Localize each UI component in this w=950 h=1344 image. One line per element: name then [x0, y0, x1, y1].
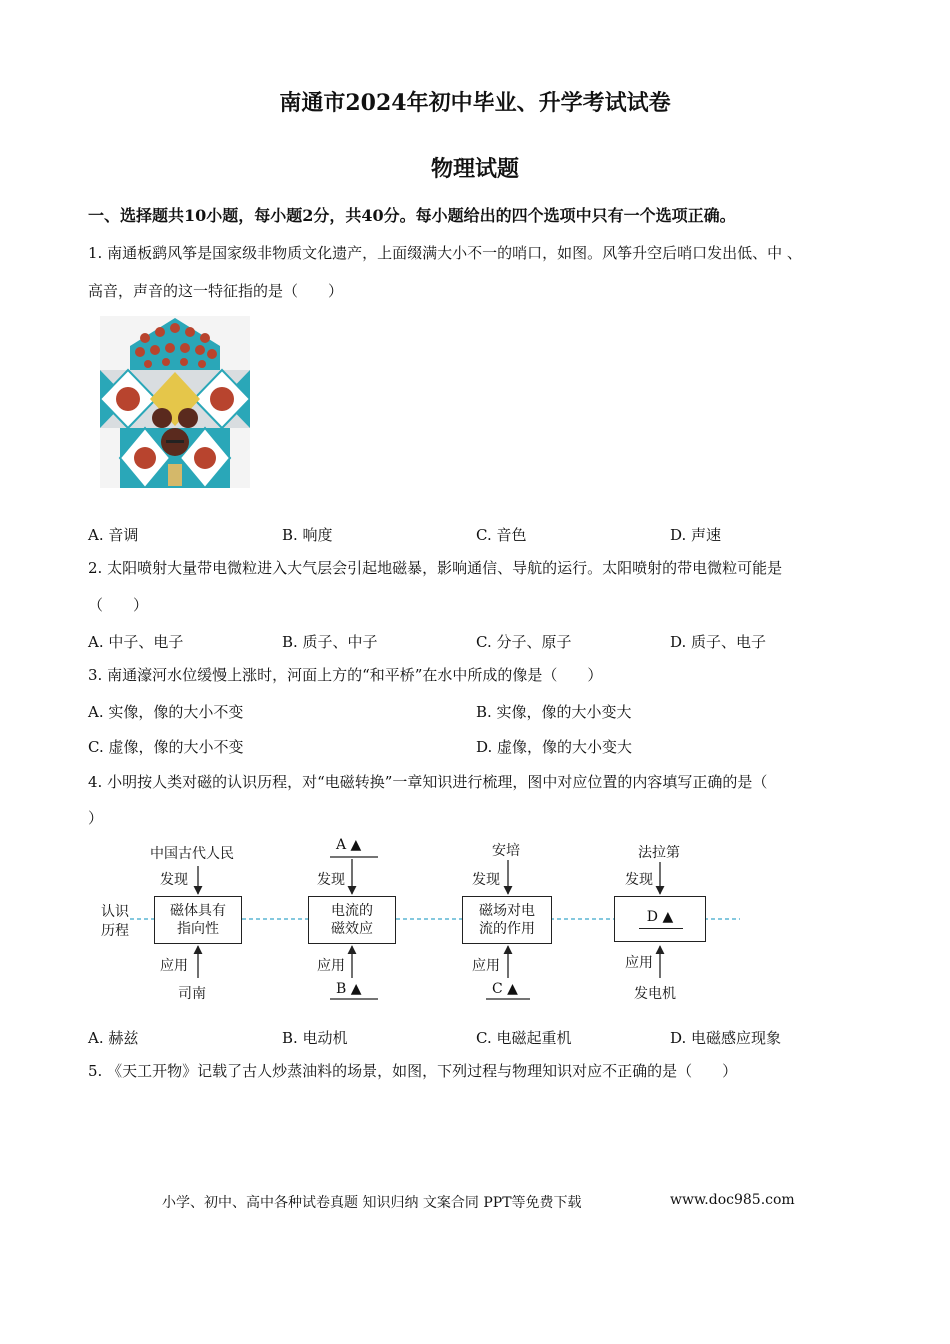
node1-box	[154, 896, 242, 944]
node3-box-line1: 磁场对电	[479, 903, 535, 919]
footer-link[interactable]: www.doc985.com	[670, 1192, 795, 1208]
q1-option-c: C. 音色	[476, 526, 527, 544]
node2-top-verb: 发现	[317, 872, 345, 888]
diagram-axis-label-1: 认识	[101, 904, 129, 920]
node1-top-verb: 发现	[160, 872, 188, 888]
node4-bottom-verb: 应用	[625, 955, 653, 971]
node2-bottom-verb: 应用	[317, 958, 345, 974]
node2-box-line2: 磁效应	[331, 921, 373, 937]
node4-top-label: 法拉第	[638, 845, 680, 861]
q1-option-b: B. 响度	[282, 526, 333, 544]
q3-option-d: D. 虚像，像的大小变大	[476, 738, 633, 756]
node4-top-verb: 发现	[625, 872, 653, 888]
q3-option-c: C. 虚像，像的大小不变	[88, 738, 244, 756]
node4-box	[614, 896, 706, 942]
q2-stem-line2: （ ）	[88, 596, 149, 614]
node1-box-line2: 指向性	[177, 921, 219, 937]
q1-stem-line1: 1. 南通板鹞风筝是国家级非物质文化遗产，上面缀满大小不一的哨口，如图。风筝升空后哨口发出低、中 、	[88, 244, 802, 262]
node3-box-line2: 流的作用	[479, 921, 535, 937]
node1-top-label: 中国古代人民	[150, 846, 234, 862]
section-heading: 一、选择题共10小题，每小题2分，共40分。每小题给出的四个选项中只有一个选项正确。	[88, 206, 736, 225]
q1-option-a: A. 音调	[88, 526, 139, 544]
node2-bottom-label: B ▲	[336, 981, 362, 997]
q2-option-d: D. 质子、电子	[670, 633, 767, 651]
q2-option-c: C. 分子、原子	[476, 633, 572, 651]
q3-stem: 3. 南通濠河水位缓慢上涨时，河面上方的“和平桥”在水中所成的像是（ ）	[88, 666, 603, 684]
q4-option-d: D. 电磁感应现象	[670, 1029, 782, 1047]
node4-answer-line	[639, 928, 683, 929]
q4-stem-line1: 4. 小明按人类对磁的认识历程，对“电磁转换”一章知识进行梳理，图中对应位置的内容填写正确的是（	[88, 773, 768, 791]
node2-box-line1: 电流的	[331, 903, 373, 919]
q4-stem-line2: ）	[88, 809, 104, 827]
node3-top-label: 安培	[492, 843, 520, 859]
node2-top-label: A ▲	[336, 837, 362, 853]
node1-bottom-label: 司南	[178, 986, 206, 1002]
footer-text: 小学、初中、高中各种试卷真题 知识归纳 文案合同 PPT等免费下载	[162, 1195, 582, 1211]
node1-bottom-verb: 应用	[160, 958, 188, 974]
q4-option-b: B. 电动机	[282, 1029, 348, 1047]
q3-option-b: B. 实像，像的大小变大	[476, 703, 632, 721]
q5-stem: 5. 《天工开物》记载了古人炒蒸油料的场景，如图，下列过程与物理知识对应不正确的是（ ）	[88, 1062, 738, 1080]
kite-image	[100, 316, 250, 488]
q1-stem-line2: 高音，声音的这一特征指的是（ ）	[88, 282, 344, 300]
exam-subtitle: 物理试题	[430, 156, 519, 182]
node3-box	[462, 896, 552, 944]
q3-option-a: A. 实像，像的大小不变	[88, 703, 244, 721]
node3-bottom-verb: 应用	[472, 958, 500, 974]
node3-bottom-label: C ▲	[492, 981, 518, 997]
node2-box	[308, 896, 396, 944]
q1-option-d: D. 声速	[670, 526, 722, 544]
q4-option-c: C. 电磁起重机	[476, 1029, 572, 1047]
q4-option-a: A. 赫兹	[88, 1029, 139, 1047]
q2-option-a: A. 中子、电子	[88, 633, 184, 651]
node3-top-verb: 发现	[472, 872, 500, 888]
q2-stem-line1: 2. 太阳喷射大量带电微粒进入大气层会引起地磁暴，影响通信、导航的运行。太阳喷射的带电微粒可能是	[88, 559, 783, 577]
q2-option-b: B. 质子、中子	[282, 633, 378, 651]
diagram-axis-label-2: 历程	[101, 923, 129, 939]
node1-box-line1: 磁体具有	[170, 903, 226, 919]
exam-title: 南通市2024年初中毕业、升学考试试卷	[279, 90, 671, 116]
node4-box-line1: D ▲	[646, 909, 674, 925]
node4-bottom-label: 发电机	[634, 986, 676, 1002]
